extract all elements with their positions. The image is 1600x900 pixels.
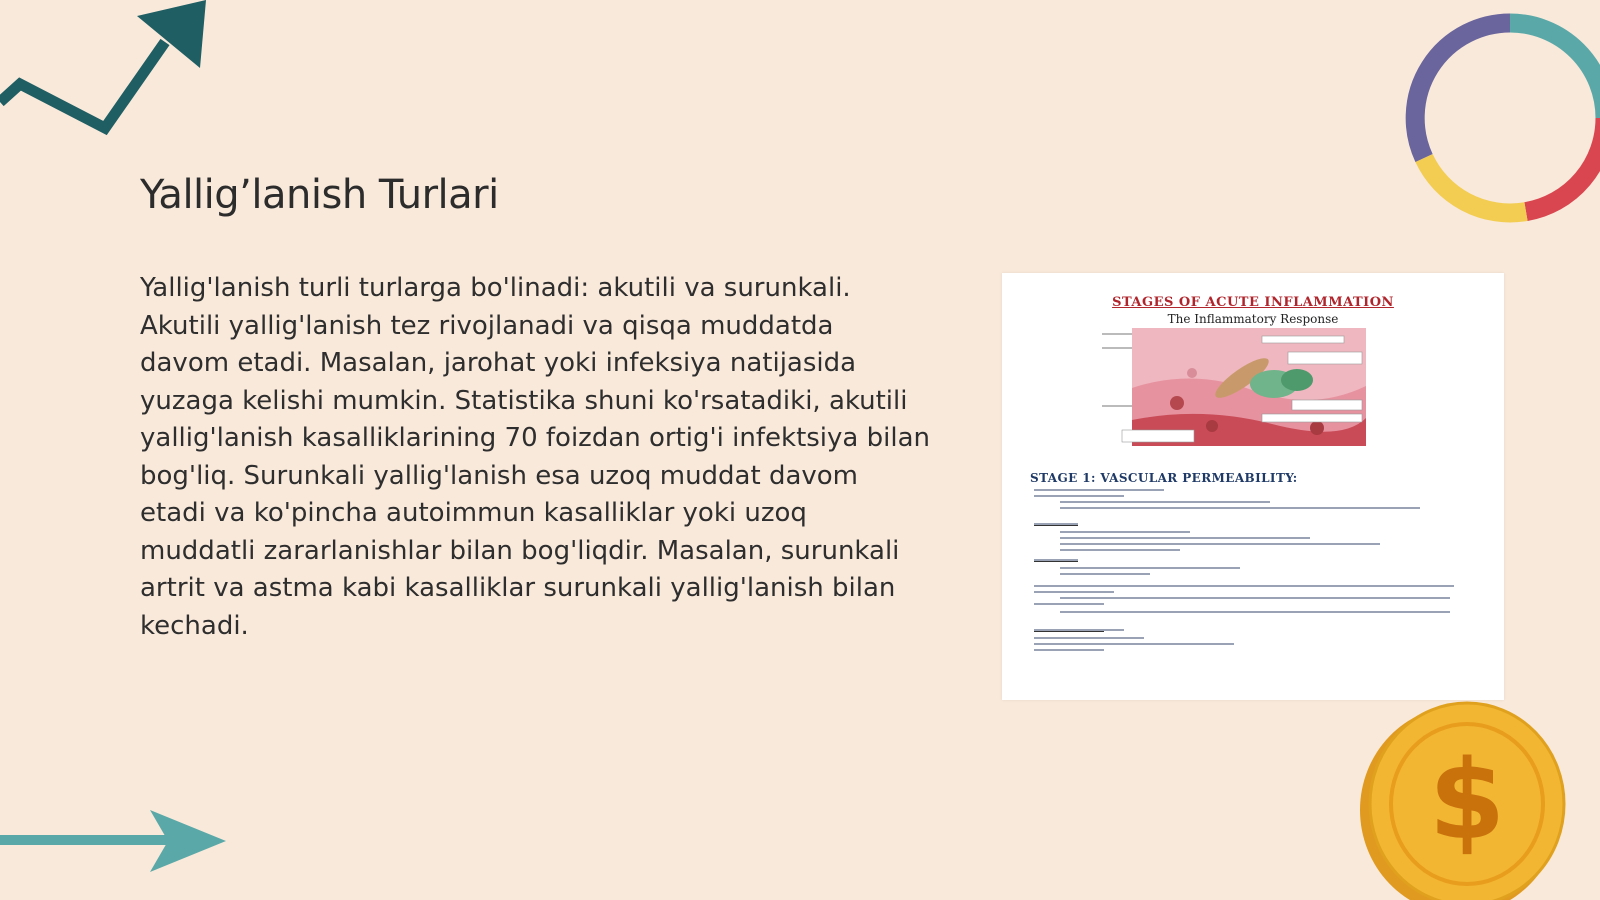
dollar-coin-icon — [1355, 698, 1600, 900]
right-arrow-icon — [0, 800, 230, 880]
document-image — [1002, 273, 1504, 700]
coin-symbol: $ — [1428, 736, 1506, 864]
slide-body-text: Yallig'lanish turli turlarga bo'linadi: akutili va surunkali. Akutili yallig'lanish tez rivojlanadi va qisqa muddatda davom etadi. Masalan, jarohat yoki infeksiya natijasida yuzaga kelishi mumkin. Statistika shuni ko'rsatadiki, akutili yallig'lanish kasalliklarining 70 foizdan ortig'i infektsiya bilan bog'liq. Surunkali yallig'lanish esa uzoq muddat davom etadi va ko'pincha autoimmun kasalliklar yoki uzoq muddatli zararlanishlar bilan bog'liqdir. Masalan, surunkali artrit va astma kabi kasalliklar surunkali yallig'lanish bilan kechadi. — [140, 273, 930, 641]
tissue-illustration — [1102, 328, 1402, 453]
document-title: STAGES OF ACUTE INFLAMMATION — [1112, 295, 1394, 310]
document-section-heading: STAGE 1: VASCULAR PERMEABILITY: — [1030, 471, 1298, 485]
donut-ring-icon — [1400, 8, 1600, 228]
document-subtitle: The Inflammatory Response — [1167, 312, 1339, 326]
trend-up-arrow-icon — [0, 0, 220, 150]
slide-title: Yallig’lanish Turlari — [140, 172, 499, 218]
document-body-text-lines — [1030, 487, 1470, 677]
